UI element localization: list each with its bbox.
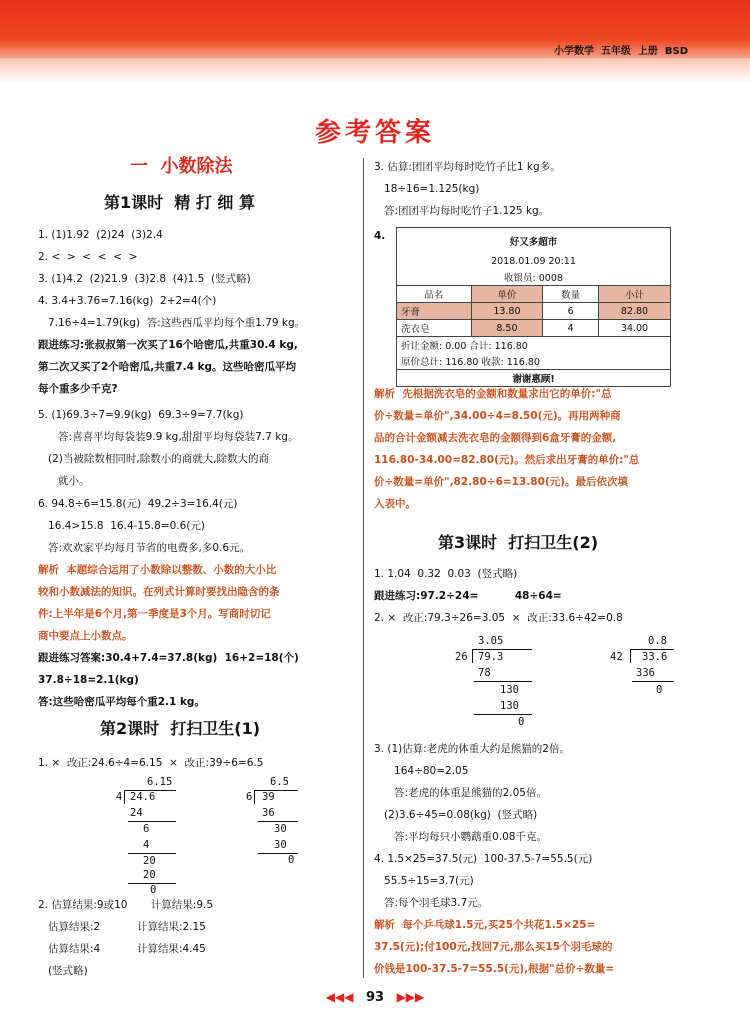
practice-answer-line: 37.8÷18=2.1(kg) xyxy=(38,674,139,686)
receipt-thanks: 谢谢惠顾! xyxy=(397,370,671,387)
answer-line: (2)当被除数相同时,除数小的商就大,除数大的商 xyxy=(38,453,270,465)
answer-line: 4. 3.4+3.76=7.16(kg) 2+2=4(个) xyxy=(38,295,217,307)
step: 30 xyxy=(274,823,287,835)
receipt-discount: 折让金额: 0.00 合计: 116.80 xyxy=(397,337,671,354)
table-row xyxy=(397,303,671,320)
quotient: 6.5 xyxy=(270,776,289,788)
cell: 4 xyxy=(543,320,599,337)
step: 20 xyxy=(143,855,156,867)
answer-line: 18÷16=1.125(kg) xyxy=(374,183,480,195)
answer-line: 1. × 改正:24.6÷4=6.15 × 改正:39÷6=6.5 xyxy=(38,757,264,769)
receipt-cashier: 收银员: 0008 xyxy=(397,269,671,286)
step: 6 xyxy=(143,823,150,835)
practice-line: 跟进练习:张叔叔第一次买了16个哈密瓜,共重30.4 kg, xyxy=(38,339,298,351)
analysis-line: 商中要点上小数点。 xyxy=(38,630,133,642)
practice-line: 第二次又买了2个哈密瓜,共重7.4 kg。这些哈密瓜平均 xyxy=(38,361,297,373)
answer-line: 2. 估算结果:9或10 计算结果:9.5 xyxy=(38,899,214,911)
dividend: 33.6 xyxy=(642,651,668,663)
answer-line: 1. (1)1.92 (2)24 (3)2.4 xyxy=(38,229,163,241)
question-number: 4. xyxy=(374,230,386,242)
divisor: 42 xyxy=(610,651,623,663)
answer-line: 4. 1.5×25=37.5(元) 100-37.5-7=55.5(元) xyxy=(374,853,593,865)
lesson1-title: 第1课时 精 打 细 算 xyxy=(104,193,255,212)
table-row xyxy=(397,320,671,337)
answer-line: 估算结果:4 计算结果:4.45 xyxy=(38,943,206,955)
step: 0 xyxy=(656,684,663,696)
analysis-line: 价钱是100-37.5-7=55.5(元),根据"总价÷数量= xyxy=(374,963,615,975)
step: 4 xyxy=(143,839,150,851)
answer-line: 答:欢欢家平均每月节省的电费多,多0.6元。 xyxy=(38,542,251,554)
step: 24 xyxy=(130,807,143,819)
quotient: 0.8 xyxy=(648,635,667,647)
receipt-original: 原价总计: 116.80 收款: 116.80 xyxy=(397,353,671,370)
next-arrows-icon: ▶▶▶ xyxy=(396,990,425,1004)
divisor: 6 xyxy=(246,791,253,803)
col-header: 数量 xyxy=(543,286,599,303)
answer-line: 164÷80=2.05 xyxy=(374,765,469,777)
answer-line: 7.16÷4=1.79(kg) 答:这些西瓜平均每个重1.79 kg。 xyxy=(38,317,306,329)
step: 130 xyxy=(500,684,519,696)
receipt-datetime: 2018.01.09 20:11 xyxy=(397,254,671,269)
cell: 34.00 xyxy=(598,320,670,337)
cell: 6 xyxy=(543,303,599,320)
answer-line: 答:平均每只小鹦鹉重0.08千克。 xyxy=(374,831,547,843)
book-info: 小学数学 五年级 上册 BSD xyxy=(553,46,688,57)
col-header: 单价 xyxy=(471,286,543,303)
answer-line: 16.4>15.8 16.4-15.8=0.6(元) xyxy=(38,520,205,532)
answer-line: 就小。 xyxy=(38,475,90,487)
cell: 洗衣皂 xyxy=(397,320,472,337)
answer-line: 答:团团平均每时吃竹子1.125 kg。 xyxy=(374,205,550,217)
answer-line: 估算结果:2 计算结果:2.15 xyxy=(38,921,206,933)
step: 0 xyxy=(518,716,525,728)
analysis-line: 价÷数量=单价",82.80÷6=13.80(元)。最后依次填 xyxy=(374,476,628,488)
practice-line: 每个重多少千克? xyxy=(38,383,118,395)
page-title: 参考答案 xyxy=(314,118,435,148)
quotient: 3.05 xyxy=(478,635,504,647)
step: 0 xyxy=(150,884,157,896)
dividend: 24.6 xyxy=(130,791,156,803)
answer-line: (2)3.6÷45=0.08(kg) (竖式略) xyxy=(374,809,538,821)
receipt-table xyxy=(396,227,671,387)
answer-line: 6. 94.8÷6=15.8(元) 49.2÷3=16.4(元) xyxy=(38,498,238,510)
analysis-line: 价÷数量=单价",34.00÷4=8.50(元)。再用两种商 xyxy=(374,410,621,422)
cell: 82.80 xyxy=(598,303,670,320)
divisor: 26 xyxy=(455,651,468,663)
divisor: 4 xyxy=(116,791,123,803)
answer-line: (竖式略) xyxy=(38,965,88,977)
top-banner-fade xyxy=(0,58,750,84)
answer-line: 答:喜喜平均每袋装9.9 kg,甜甜平均每袋装7.7 kg。 xyxy=(38,431,299,443)
step: 130 xyxy=(500,700,519,712)
step: 30 xyxy=(274,839,287,851)
answer-line: 3. 估算:团团平均每时吃竹子比1 kg多。 xyxy=(374,161,561,173)
answer-line: 3. (1)估算:老虎的体重大约是熊猫的2倍。 xyxy=(374,743,570,755)
step: 0 xyxy=(288,854,295,866)
quotient: 6.15 xyxy=(147,776,173,788)
analysis-line: 件:上半年是6个月,第一季度是3个月。写商时切记 xyxy=(38,608,271,620)
answer-line: 答:每个羽毛球3.7元。 xyxy=(374,897,489,909)
cell: 13.80 xyxy=(471,303,543,320)
practice-answer-line: 跟进练习答案:30.4+7.4=37.8(kg) 16+2=18(个) xyxy=(38,652,299,664)
practice-line: 跟进练习:97.2÷24= 48÷64= xyxy=(374,590,562,602)
analysis-line: 116.80-34.00=82.80(元)。然后求出牙膏的单价:"总 xyxy=(374,454,640,466)
prev-arrows-icon: ◀◀◀ xyxy=(325,990,354,1004)
answer-line: 5. (1)69.3÷7=9.9(kg) 69.3÷9=7.7(kg) xyxy=(38,409,244,421)
analysis-line: 品的合计金额减去洗衣皂的金额得到6盒牙膏的金额, xyxy=(374,432,617,444)
cell: 8.50 xyxy=(471,320,543,337)
analysis-line: 较和小数减法的知识。在列式计算时要找出隐含的条 xyxy=(38,586,280,598)
analysis-line: 解析 每个乒乓球1.5元,买25个共花1.5×25= xyxy=(374,919,596,931)
column-divider xyxy=(363,158,364,978)
answer-line: 55.5÷15=3.7(元) xyxy=(374,875,474,887)
answer-line: 2. × 改正:79.3÷26=3.05 × 改正:33.6÷42=0.8 xyxy=(374,612,623,624)
step: 36 xyxy=(262,807,275,819)
receipt-store: 好又多超市 xyxy=(397,228,671,255)
analysis-line: 解析 本题综合运用了小数除以整数、小数的大小比 xyxy=(38,564,277,576)
dividend: 79.3 xyxy=(478,651,504,663)
col-header: 品名 xyxy=(397,286,472,303)
page-footer xyxy=(0,990,750,1005)
cell: 牙膏 xyxy=(397,303,472,320)
page-number: 93 xyxy=(365,990,385,1005)
lesson3-title: 第3课时 打扫卫生(2) xyxy=(438,533,599,552)
step: 20 xyxy=(143,869,156,881)
analysis-line: 解析 先根据洗衣皂的金额和数量求出它的单价:"总 xyxy=(374,388,612,400)
step: 336 xyxy=(636,667,655,679)
step: 78 xyxy=(478,667,491,679)
answer-line: 3. (1)4.2 (2)21.9 (3)2.8 (4)1.5 (竖式略) xyxy=(38,273,251,285)
col-header: 小计 xyxy=(598,286,670,303)
analysis-line: 37.5(元);付100元,找回7元,那么买15个羽毛球的 xyxy=(374,941,613,953)
lesson2-title: 第2课时 打扫卫生(1) xyxy=(100,719,261,738)
answer-line: 2. < > < < < > xyxy=(38,251,138,263)
practice-answer-line: 答:这些哈密瓜平均每个重2.1 kg。 xyxy=(38,696,205,708)
analysis-line: 入表中。 xyxy=(374,498,416,510)
answer-line: 答:老虎的体重是熊猫的2.05倍。 xyxy=(374,787,547,799)
chapter-title: 一 小数除法 xyxy=(130,156,233,177)
dividend: 39 xyxy=(262,791,275,803)
answer-line: 1. 1.04 0.32 0.03 (竖式略) xyxy=(374,568,518,580)
